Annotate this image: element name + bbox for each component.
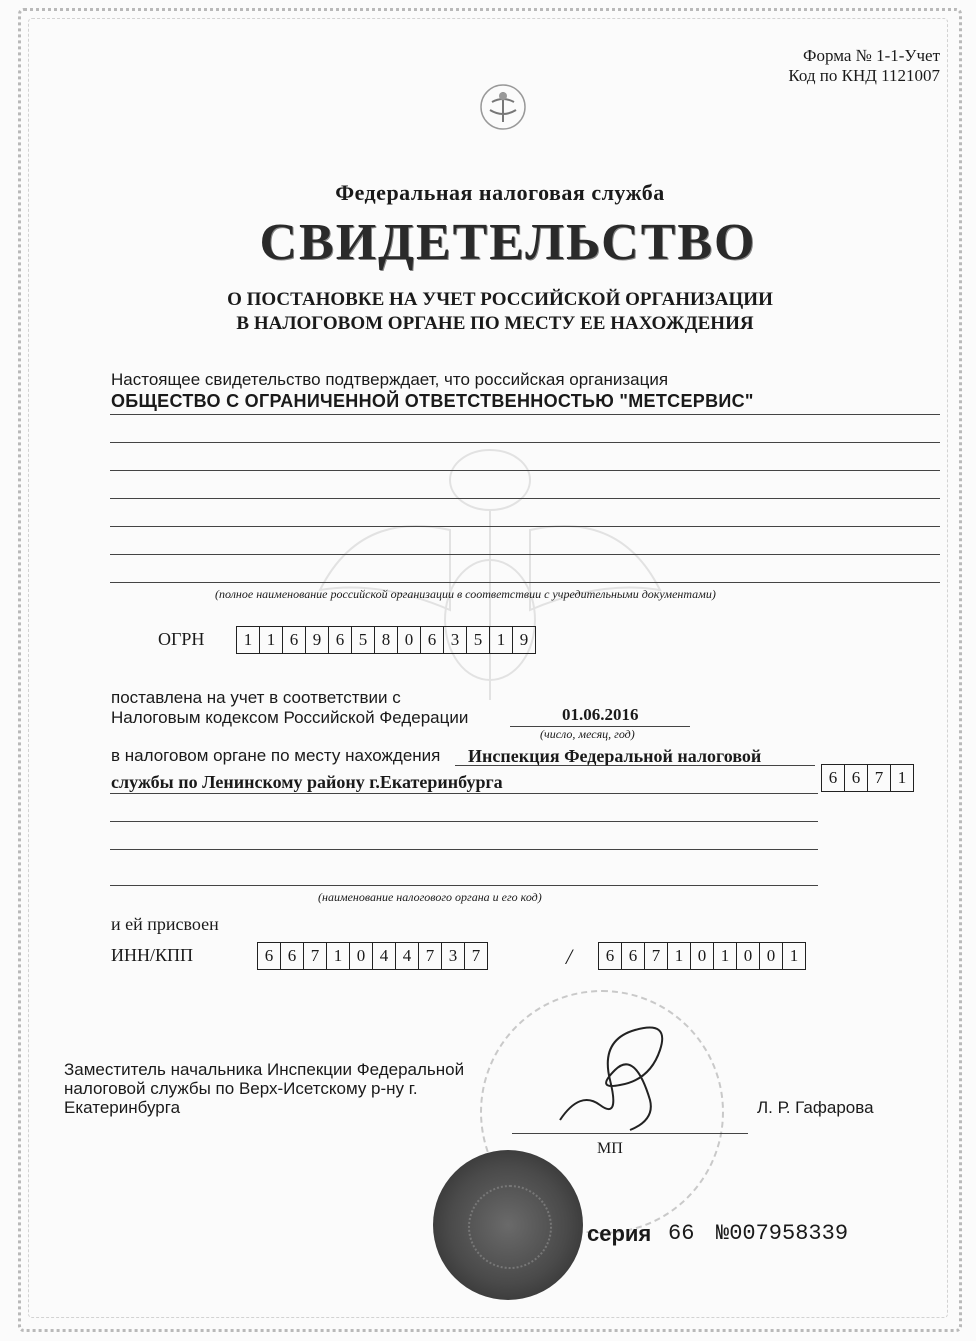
digit-cell: 6 [283, 627, 306, 653]
subtitle-line-2: В НАЛОГОВОМ ОРГАНЕ ПО МЕСТУ ЕЕ НАХОЖДЕНИЯ [236, 313, 754, 334]
signatory-position-line-2: налоговой службы по Верх-Исетскому р-ну г. [64, 1079, 418, 1098]
kpp-number-cells [598, 942, 806, 970]
digit-cell: 1 [668, 943, 691, 969]
tax-office-name-line-2: службы по Ленинскому району г.Екатеринбурга [111, 772, 503, 792]
rule-line [110, 554, 940, 555]
digit-cell: 1 [897, 768, 907, 787]
knd-code: Код по КНД 1121007 [788, 66, 940, 85]
digit-cell: 1 [237, 627, 260, 653]
digit-cell: 0 [737, 943, 760, 969]
digit-cell: 4 [373, 943, 396, 969]
digit-cell: 6 [258, 943, 281, 969]
rule-line [110, 885, 818, 886]
rule-line [110, 582, 940, 583]
rule-line [110, 442, 940, 443]
tax-office-prefix: в налоговом органе по месту нахождения [111, 746, 441, 765]
digit-cell: 6 [822, 765, 845, 791]
digit-cell: 7 [868, 765, 891, 791]
digit-cell: 5 [352, 627, 375, 653]
document-title: СВИДЕТЕЛЬСТВО [259, 214, 757, 271]
digit-cell: 6 [599, 943, 622, 969]
digit-cell: 7 [304, 943, 327, 969]
digit-cell: 6 [329, 627, 352, 653]
tax-office-name-line-1: Инспекция Федеральной налоговой [468, 746, 762, 766]
digit-cell: 4 [396, 943, 419, 969]
digit-cell: 6 [281, 943, 304, 969]
lead-text: Настоящее свидетельство подтверждает, что российская организация [111, 370, 669, 389]
signatory-position-line-1: Заместитель начальника Инспекции Федеральной [64, 1060, 465, 1079]
registered-line-2: Налоговым кодексом Российской Федерации [111, 708, 469, 727]
tax-office-code-cells [821, 764, 914, 792]
stamp-label: МП [597, 1140, 623, 1157]
rule-line [110, 498, 940, 499]
digit-cell: 6 [845, 765, 868, 791]
rule-line [110, 470, 940, 471]
digit-cell: 9 [306, 627, 329, 653]
digit-cell: 5 [467, 627, 490, 653]
inn-kpp-label: ИНН/КПП [111, 945, 194, 965]
digit-cell: 9 [519, 630, 529, 649]
serial-number: №007958339 [716, 1221, 849, 1246]
signature-line [512, 1133, 748, 1134]
rule-line [110, 526, 940, 527]
registered-line-1: поставлена на учет в соответствии с [111, 688, 401, 707]
organization-name: ОБЩЕСТВО С ОГРАНИЧЕННОЙ ОТВЕТСТВЕННОСТЬЮ "МЕТСЕРВИС" [111, 391, 754, 411]
subtitle-line-1: О ПОСТАНОВКЕ НА УЧЕТ РОССИЙСКОЙ ОРГАНИЗАЦИИ [227, 289, 773, 310]
handwritten-signature [540, 1010, 700, 1140]
form-number: Форма № 1-1-Учет [803, 46, 940, 65]
agency-name: Федеральная налоговая служба [335, 180, 665, 205]
rule-line [110, 414, 940, 415]
assigned-text: и ей присвоен [111, 914, 219, 934]
rule-line [110, 821, 818, 822]
double-eagle-watermark [300, 420, 680, 720]
org-name-caption: (полное наименование российской организации в соответствии с учредительными документами) [215, 587, 716, 601]
date-caption: (число, месяц, год) [540, 727, 635, 741]
series-value: 66 [668, 1221, 695, 1246]
digit-cell: 7 [419, 943, 442, 969]
signatory-name: Л. Р. Гафарова [757, 1098, 874, 1117]
digit-cell: 7 [471, 946, 481, 965]
digit-cell: 0 [350, 943, 373, 969]
inn-number-cells [257, 942, 488, 970]
digit-cell: 1 [714, 943, 737, 969]
rule-line [110, 793, 818, 794]
inn-kpp-separator: / [566, 944, 573, 969]
coat-of-arms-icon [478, 82, 528, 132]
digit-cell: 1 [490, 627, 513, 653]
digit-cell: 1 [327, 943, 350, 969]
digit-cell: 3 [444, 627, 467, 653]
ogrn-number-cells [236, 626, 536, 654]
digit-cell: 6 [622, 943, 645, 969]
hologram-seal-emblem [468, 1185, 552, 1269]
digit-cell: 6 [421, 627, 444, 653]
digit-cell: 3 [442, 943, 465, 969]
signatory-position-line-3: Екатеринбурга [64, 1098, 181, 1117]
digit-cell: 0 [691, 943, 714, 969]
rule-line [110, 849, 818, 850]
ogrn-label: ОГРН [158, 629, 205, 649]
digit-cell: 0 [398, 627, 421, 653]
series-label: серия [587, 1221, 652, 1246]
rule-line [455, 765, 815, 766]
digit-cell: 1 [260, 627, 283, 653]
digit-cell: 1 [789, 946, 799, 965]
registration-date: 01.06.2016 [562, 705, 639, 724]
digit-cell: 0 [760, 943, 783, 969]
digit-cell: 8 [375, 627, 398, 653]
digit-cell: 7 [645, 943, 668, 969]
tax-office-caption: (наименование налогового органа и его код) [318, 890, 542, 904]
